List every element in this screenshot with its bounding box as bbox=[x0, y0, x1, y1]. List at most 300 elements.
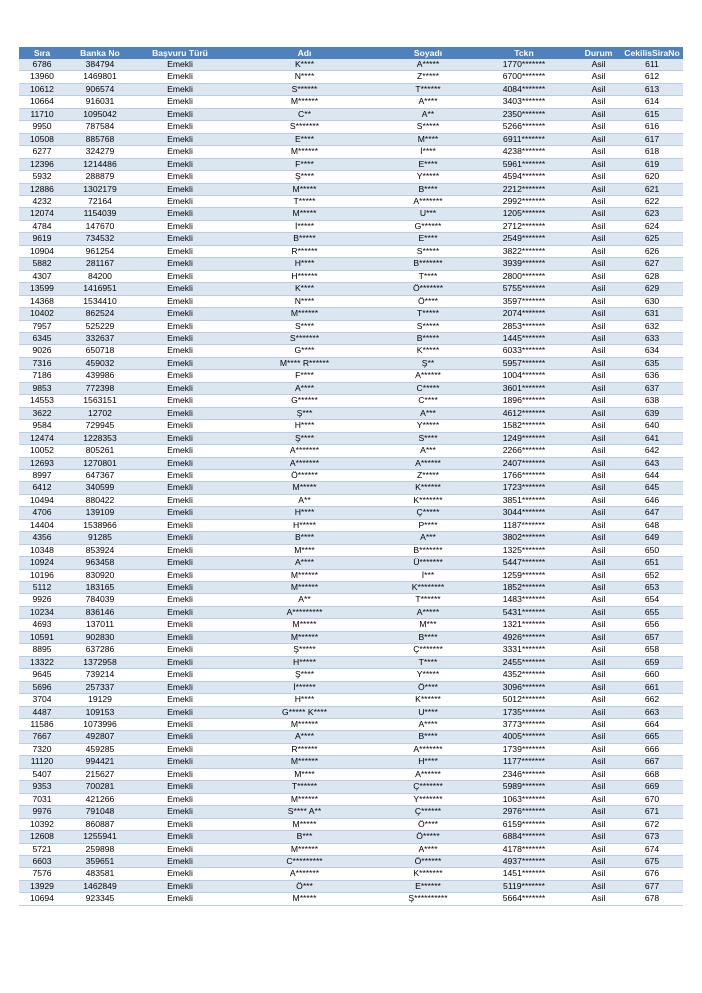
adi-cell: Ö****** bbox=[225, 469, 384, 481]
cekilis-sira-no-cell: 652 bbox=[621, 569, 683, 581]
adi-cell: A********* bbox=[225, 606, 384, 618]
soyadi-cell: A*** bbox=[384, 407, 472, 419]
sira-cell: 12886 bbox=[19, 183, 65, 195]
column-header-durum[interactable]: Durum bbox=[576, 47, 621, 59]
durum-cell: Asil bbox=[576, 569, 621, 581]
table-row[interactable] bbox=[19, 706, 683, 718]
durum-cell: Asil bbox=[576, 121, 621, 133]
adi-cell: S****** bbox=[225, 83, 384, 95]
sira-cell: 8895 bbox=[19, 644, 65, 656]
durum-cell: Asil bbox=[576, 831, 621, 843]
table-row[interactable] bbox=[19, 793, 683, 805]
durum-cell: Asil bbox=[576, 756, 621, 768]
table-row[interactable] bbox=[19, 831, 683, 843]
adi-cell: H****** bbox=[225, 270, 384, 282]
durum-cell: Asil bbox=[576, 582, 621, 594]
cekilis-sira-no-cell: 655 bbox=[621, 606, 683, 618]
basvuru-turu-cell: Emekli bbox=[135, 407, 225, 419]
table-row[interactable] bbox=[19, 856, 683, 868]
table-row[interactable] bbox=[19, 768, 683, 780]
soyadi-cell: M*** bbox=[384, 619, 472, 631]
table-row[interactable] bbox=[19, 420, 683, 432]
cekilis-sira-no-cell: 650 bbox=[621, 544, 683, 556]
banka-no-cell: 288879 bbox=[65, 171, 135, 183]
basvuru-turu-cell: Emekli bbox=[135, 669, 225, 681]
sira-cell: 11120 bbox=[19, 756, 65, 768]
column-header-cekilis-sira-no[interactable]: CekilisSiraNo bbox=[621, 47, 683, 59]
soyadi-cell: Ö**** bbox=[384, 681, 472, 693]
banka-no-cell: 340599 bbox=[65, 482, 135, 494]
basvuru-turu-cell: Emekli bbox=[135, 818, 225, 830]
basvuru-turu-cell: Emekli bbox=[135, 183, 225, 195]
basvuru-turu-cell: Emekli bbox=[135, 420, 225, 432]
table-row[interactable] bbox=[19, 233, 683, 245]
table-row[interactable] bbox=[19, 183, 683, 195]
cekilis-sira-no-cell: 671 bbox=[621, 806, 683, 818]
adi-cell: N**** bbox=[225, 295, 384, 307]
table-row[interactable] bbox=[19, 158, 683, 170]
adi-cell: Ş***** bbox=[225, 644, 384, 656]
tckn-cell: 3597******* bbox=[472, 295, 576, 307]
sira-cell: 6412 bbox=[19, 482, 65, 494]
table-row[interactable] bbox=[19, 843, 683, 855]
tckn-cell: 1004******* bbox=[472, 370, 576, 382]
table-row[interactable] bbox=[19, 133, 683, 145]
table-row[interactable] bbox=[19, 457, 683, 469]
durum-cell: Asil bbox=[576, 619, 621, 631]
basvuru-turu-cell: Emekli bbox=[135, 519, 225, 531]
soyadi-cell: Y******* bbox=[384, 793, 472, 805]
durum-cell: Asil bbox=[576, 457, 621, 469]
tckn-cell: 1723******* bbox=[472, 482, 576, 494]
sira-cell: 5407 bbox=[19, 768, 65, 780]
column-header-basvuru-turu[interactable]: Başvuru Türü bbox=[135, 47, 225, 59]
tckn-cell: 1896******* bbox=[472, 395, 576, 407]
cekilis-sira-no-cell: 629 bbox=[621, 283, 683, 295]
durum-cell: Asil bbox=[576, 332, 621, 344]
cekilis-sira-no-cell: 657 bbox=[621, 631, 683, 643]
adi-cell: K**** bbox=[225, 59, 384, 71]
tckn-cell: 1325******* bbox=[472, 544, 576, 556]
table-row[interactable] bbox=[19, 345, 683, 357]
basvuru-turu-cell: Emekli bbox=[135, 594, 225, 606]
tckn-cell: 4594******* bbox=[472, 171, 576, 183]
soyadi-cell: A******* bbox=[384, 743, 472, 755]
durum-cell: Asil bbox=[576, 83, 621, 95]
tckn-cell: 6911******* bbox=[472, 133, 576, 145]
table-row[interactable] bbox=[19, 395, 683, 407]
sira-cell: 9353 bbox=[19, 781, 65, 793]
durum-cell: Asil bbox=[576, 494, 621, 506]
durum-cell: Asil bbox=[576, 532, 621, 544]
adi-cell: T***** bbox=[225, 195, 384, 207]
cekilis-sira-no-cell: 677 bbox=[621, 880, 683, 892]
table-row[interactable] bbox=[19, 669, 683, 681]
table-row[interactable] bbox=[19, 507, 683, 519]
soyadi-cell: P**** bbox=[384, 519, 472, 531]
table-row[interactable] bbox=[19, 656, 683, 668]
adi-cell: A** bbox=[225, 494, 384, 506]
banka-no-cell: 734532 bbox=[65, 233, 135, 245]
basvuru-turu-cell: Emekli bbox=[135, 71, 225, 83]
basvuru-turu-cell: Emekli bbox=[135, 880, 225, 892]
table-row[interactable] bbox=[19, 631, 683, 643]
sira-cell: 10392 bbox=[19, 818, 65, 830]
cekilis-sira-no-cell: 634 bbox=[621, 345, 683, 357]
banka-no-cell: 1073996 bbox=[65, 719, 135, 731]
sira-cell: 4487 bbox=[19, 706, 65, 718]
table-row[interactable] bbox=[19, 606, 683, 618]
basvuru-turu-cell: Emekli bbox=[135, 233, 225, 245]
sira-cell: 4232 bbox=[19, 195, 65, 207]
table-row[interactable] bbox=[19, 694, 683, 706]
soyadi-cell: Ç***** bbox=[384, 507, 472, 519]
sira-cell: 10494 bbox=[19, 494, 65, 506]
soyadi-cell: C***** bbox=[384, 382, 472, 394]
basvuru-turu-cell: Emekli bbox=[135, 146, 225, 158]
banka-no-cell: 1154039 bbox=[65, 208, 135, 220]
cekilis-sira-no-cell: 648 bbox=[621, 519, 683, 531]
durum-cell: Asil bbox=[576, 345, 621, 357]
adi-cell: E**** bbox=[225, 133, 384, 145]
soyadi-cell: E**** bbox=[384, 233, 472, 245]
cekilis-sira-no-cell: 623 bbox=[621, 208, 683, 220]
banka-no-cell: 805261 bbox=[65, 445, 135, 457]
column-header-sira[interactable]: Sıra bbox=[19, 47, 65, 59]
durum-cell: Asil bbox=[576, 320, 621, 332]
sira-cell: 10348 bbox=[19, 544, 65, 556]
table-row[interactable] bbox=[19, 245, 683, 257]
cekilis-sira-no-cell: 660 bbox=[621, 669, 683, 681]
table-row[interactable] bbox=[19, 220, 683, 232]
durum-cell: Asil bbox=[576, 880, 621, 892]
banka-no-cell: 1228353 bbox=[65, 432, 135, 444]
adi-cell: R****** bbox=[225, 743, 384, 755]
table-row[interactable] bbox=[19, 407, 683, 419]
table-row[interactable] bbox=[19, 370, 683, 382]
tckn-cell: 1445******* bbox=[472, 332, 576, 344]
soyadi-cell: Ü******* bbox=[384, 557, 472, 569]
soyadi-cell: S***** bbox=[384, 245, 472, 257]
column-header-adi[interactable]: Adı bbox=[225, 47, 384, 59]
banka-no-cell: 1416951 bbox=[65, 283, 135, 295]
table-row[interactable] bbox=[19, 868, 683, 880]
durum-cell: Asil bbox=[576, 781, 621, 793]
column-header-tckn[interactable]: Tckn bbox=[472, 47, 576, 59]
table-row[interactable] bbox=[19, 83, 683, 95]
table-row[interactable] bbox=[19, 519, 683, 531]
table-row[interactable] bbox=[19, 357, 683, 369]
adi-cell: S**** bbox=[225, 320, 384, 332]
banka-no-cell: 12702 bbox=[65, 407, 135, 419]
adi-cell: M****** bbox=[225, 96, 384, 108]
soyadi-cell: G****** bbox=[384, 220, 472, 232]
adi-cell: B**** bbox=[225, 532, 384, 544]
soyadi-cell: H**** bbox=[384, 756, 472, 768]
cekilis-sira-no-cell: 658 bbox=[621, 644, 683, 656]
soyadi-cell: Z***** bbox=[384, 469, 472, 481]
cekilis-sira-no-cell: 653 bbox=[621, 582, 683, 594]
tckn-cell: 4005******* bbox=[472, 731, 576, 743]
adi-cell: H**** bbox=[225, 420, 384, 432]
durum-cell: Asil bbox=[576, 818, 621, 830]
adi-cell: M****** bbox=[225, 756, 384, 768]
sira-cell: 10402 bbox=[19, 308, 65, 320]
basvuru-turu-cell: Emekli bbox=[135, 756, 225, 768]
sira-cell: 10904 bbox=[19, 245, 65, 257]
soyadi-cell: S**** bbox=[384, 432, 472, 444]
sira-cell: 6603 bbox=[19, 856, 65, 868]
adi-cell: Ş**** bbox=[225, 171, 384, 183]
tckn-cell: 2549******* bbox=[472, 233, 576, 245]
durum-cell: Asil bbox=[576, 382, 621, 394]
tckn-cell: 2992******* bbox=[472, 195, 576, 207]
banka-no-cell: 483581 bbox=[65, 868, 135, 880]
table-row[interactable] bbox=[19, 532, 683, 544]
table-row[interactable] bbox=[19, 569, 683, 581]
basvuru-turu-cell: Emekli bbox=[135, 357, 225, 369]
soyadi-cell: C**** bbox=[384, 395, 472, 407]
soyadi-cell: B******* bbox=[384, 544, 472, 556]
table-row[interactable] bbox=[19, 445, 683, 457]
table-row[interactable] bbox=[19, 320, 683, 332]
tckn-cell: 1735******* bbox=[472, 706, 576, 718]
cekilis-sira-no-cell: 619 bbox=[621, 158, 683, 170]
table-row[interactable] bbox=[19, 59, 683, 71]
soyadi-cell: B**** bbox=[384, 183, 472, 195]
durum-cell: Asil bbox=[576, 220, 621, 232]
table-row[interactable] bbox=[19, 557, 683, 569]
sira-cell: 10052 bbox=[19, 445, 65, 457]
table-row[interactable] bbox=[19, 806, 683, 818]
table-row[interactable] bbox=[19, 108, 683, 120]
basvuru-turu-cell: Emekli bbox=[135, 719, 225, 731]
basvuru-turu-cell: Emekli bbox=[135, 731, 225, 743]
table-row[interactable] bbox=[19, 258, 683, 270]
durum-cell: Asil bbox=[576, 731, 621, 743]
table-row[interactable] bbox=[19, 880, 683, 892]
adi-cell: H**** bbox=[225, 694, 384, 706]
adi-cell: N**** bbox=[225, 71, 384, 83]
table-row[interactable] bbox=[19, 719, 683, 731]
table-row[interactable] bbox=[19, 121, 683, 133]
table-header-row bbox=[19, 47, 683, 59]
soyadi-cell: Ç******* bbox=[384, 781, 472, 793]
basvuru-turu-cell: Emekli bbox=[135, 395, 225, 407]
banka-no-cell: 384794 bbox=[65, 59, 135, 71]
tckn-cell: 4612******* bbox=[472, 407, 576, 419]
banka-no-cell: 459032 bbox=[65, 357, 135, 369]
table-row[interactable] bbox=[19, 494, 683, 506]
durum-cell: Asil bbox=[576, 669, 621, 681]
table-row[interactable] bbox=[19, 308, 683, 320]
tckn-cell: 2853******* bbox=[472, 320, 576, 332]
table-row[interactable] bbox=[19, 582, 683, 594]
soyadi-cell: K******* bbox=[384, 868, 472, 880]
sira-cell: 7031 bbox=[19, 793, 65, 805]
table-row[interactable] bbox=[19, 681, 683, 693]
table-row[interactable] bbox=[19, 332, 683, 344]
sira-cell: 5721 bbox=[19, 843, 65, 855]
sira-cell: 9645 bbox=[19, 669, 65, 681]
sira-cell: 10234 bbox=[19, 606, 65, 618]
basvuru-turu-cell: Emekli bbox=[135, 445, 225, 457]
basvuru-turu-cell: Emekli bbox=[135, 606, 225, 618]
sira-cell: 7957 bbox=[19, 320, 65, 332]
adi-cell: K**** bbox=[225, 283, 384, 295]
adi-cell: G**** bbox=[225, 345, 384, 357]
basvuru-turu-cell: Emekli bbox=[135, 532, 225, 544]
banka-no-cell: 19129 bbox=[65, 694, 135, 706]
basvuru-turu-cell: Emekli bbox=[135, 270, 225, 282]
cekilis-sira-no-cell: 664 bbox=[621, 719, 683, 731]
tckn-cell: 2455******* bbox=[472, 656, 576, 668]
adi-cell: M****** bbox=[225, 582, 384, 594]
table-row[interactable] bbox=[19, 71, 683, 83]
table-row[interactable] bbox=[19, 756, 683, 768]
soyadi-cell: B***** bbox=[384, 332, 472, 344]
table-row[interactable] bbox=[19, 208, 683, 220]
table-row[interactable] bbox=[19, 731, 683, 743]
table-row[interactable] bbox=[19, 893, 683, 905]
tckn-cell: 6700******* bbox=[472, 71, 576, 83]
durum-cell: Asil bbox=[576, 96, 621, 108]
sira-cell: 9026 bbox=[19, 345, 65, 357]
table-row[interactable] bbox=[19, 644, 683, 656]
tckn-cell: 2407******* bbox=[472, 457, 576, 469]
tckn-cell: 5431******* bbox=[472, 606, 576, 618]
table-row[interactable] bbox=[19, 594, 683, 606]
table-row[interactable] bbox=[19, 818, 683, 830]
adi-cell: M***** bbox=[225, 183, 384, 195]
table-row[interactable] bbox=[19, 195, 683, 207]
soyadi-cell: K***** bbox=[384, 345, 472, 357]
cekilis-sira-no-cell: 632 bbox=[621, 320, 683, 332]
adi-cell: B***** bbox=[225, 233, 384, 245]
cekilis-sira-no-cell: 666 bbox=[621, 743, 683, 755]
banka-no-cell: 1214486 bbox=[65, 158, 135, 170]
adi-cell: İ****** bbox=[225, 681, 384, 693]
cekilis-sira-no-cell: 645 bbox=[621, 482, 683, 494]
durum-cell: Asil bbox=[576, 370, 621, 382]
sira-cell: 5932 bbox=[19, 171, 65, 183]
soyadi-cell: Ö****** bbox=[384, 856, 472, 868]
soyadi-cell: Ç****** bbox=[384, 806, 472, 818]
adi-cell: R****** bbox=[225, 245, 384, 257]
table-row[interactable] bbox=[19, 743, 683, 755]
table-row[interactable] bbox=[19, 781, 683, 793]
tckn-cell: 4238******* bbox=[472, 146, 576, 158]
table-row[interactable] bbox=[19, 432, 683, 444]
soyadi-cell: Ş** bbox=[384, 357, 472, 369]
adi-cell: A******* bbox=[225, 868, 384, 880]
durum-cell: Asil bbox=[576, 407, 621, 419]
table-row[interactable] bbox=[19, 283, 683, 295]
sira-cell: 10924 bbox=[19, 557, 65, 569]
column-header-banka-no[interactable]: Banka No bbox=[65, 47, 135, 59]
durum-cell: Asil bbox=[576, 395, 621, 407]
tckn-cell: 1739******* bbox=[472, 743, 576, 755]
banka-no-cell: 650718 bbox=[65, 345, 135, 357]
adi-cell: H***** bbox=[225, 656, 384, 668]
durum-cell: Asil bbox=[576, 258, 621, 270]
sira-cell: 14404 bbox=[19, 519, 65, 531]
banka-no-cell: 1255941 bbox=[65, 831, 135, 843]
cekilis-sira-no-cell: 639 bbox=[621, 407, 683, 419]
soyadi-cell: S***** bbox=[384, 121, 472, 133]
sira-cell: 12074 bbox=[19, 208, 65, 220]
banka-no-cell: 739214 bbox=[65, 669, 135, 681]
banka-no-cell: 324279 bbox=[65, 146, 135, 158]
cekilis-sira-no-cell: 661 bbox=[621, 681, 683, 693]
soyadi-cell: Ş********** bbox=[384, 893, 472, 905]
table-row[interactable] bbox=[19, 270, 683, 282]
basvuru-turu-cell: Emekli bbox=[135, 469, 225, 481]
cekilis-sira-no-cell: 637 bbox=[621, 382, 683, 394]
sira-cell: 4693 bbox=[19, 619, 65, 631]
column-header-soyadi[interactable]: Soyadı bbox=[384, 47, 472, 59]
basvuru-turu-cell: Emekli bbox=[135, 370, 225, 382]
banka-no-cell: 281167 bbox=[65, 258, 135, 270]
durum-cell: Asil bbox=[576, 208, 621, 220]
banka-no-cell: 332637 bbox=[65, 332, 135, 344]
sira-cell: 11586 bbox=[19, 719, 65, 731]
durum-cell: Asil bbox=[576, 108, 621, 120]
banka-no-cell: 147670 bbox=[65, 220, 135, 232]
sira-cell: 7320 bbox=[19, 743, 65, 755]
adi-cell: M***** bbox=[225, 208, 384, 220]
tckn-cell: 5755******* bbox=[472, 283, 576, 295]
banka-no-cell: 1270801 bbox=[65, 457, 135, 469]
soyadi-cell: S***** bbox=[384, 320, 472, 332]
soyadi-cell: A*** bbox=[384, 445, 472, 457]
soyadi-cell: A**** bbox=[384, 96, 472, 108]
table-row[interactable] bbox=[19, 544, 683, 556]
durum-cell: Asil bbox=[576, 171, 621, 183]
table-row[interactable] bbox=[19, 469, 683, 481]
tckn-cell: 2712******* bbox=[472, 220, 576, 232]
table-row[interactable] bbox=[19, 382, 683, 394]
sira-cell: 9950 bbox=[19, 121, 65, 133]
banka-no-cell: 1563151 bbox=[65, 395, 135, 407]
basvuru-turu-cell: Emekli bbox=[135, 843, 225, 855]
basvuru-turu-cell: Emekli bbox=[135, 694, 225, 706]
table-row[interactable] bbox=[19, 619, 683, 631]
tckn-cell: 1249******* bbox=[472, 432, 576, 444]
sira-cell: 3622 bbox=[19, 407, 65, 419]
table-row[interactable] bbox=[19, 171, 683, 183]
soyadi-cell: B**** bbox=[384, 731, 472, 743]
table-row[interactable] bbox=[19, 96, 683, 108]
adi-cell: M****** bbox=[225, 308, 384, 320]
soyadi-cell: A****** bbox=[384, 457, 472, 469]
soyadi-cell: Y***** bbox=[384, 420, 472, 432]
banka-no-cell: 836146 bbox=[65, 606, 135, 618]
sira-cell: 3704 bbox=[19, 694, 65, 706]
basvuru-turu-cell: Emekli bbox=[135, 245, 225, 257]
table-row[interactable] bbox=[19, 482, 683, 494]
table-row[interactable] bbox=[19, 146, 683, 158]
basvuru-turu-cell: Emekli bbox=[135, 133, 225, 145]
basvuru-turu-cell: Emekli bbox=[135, 332, 225, 344]
table-row[interactable] bbox=[19, 295, 683, 307]
durum-cell: Asil bbox=[576, 631, 621, 643]
soyadi-cell: Z***** bbox=[384, 71, 472, 83]
sira-cell: 7316 bbox=[19, 357, 65, 369]
banka-no-cell: 1469801 bbox=[65, 71, 135, 83]
sira-cell: 9853 bbox=[19, 382, 65, 394]
cekilis-sira-no-cell: 624 bbox=[621, 220, 683, 232]
